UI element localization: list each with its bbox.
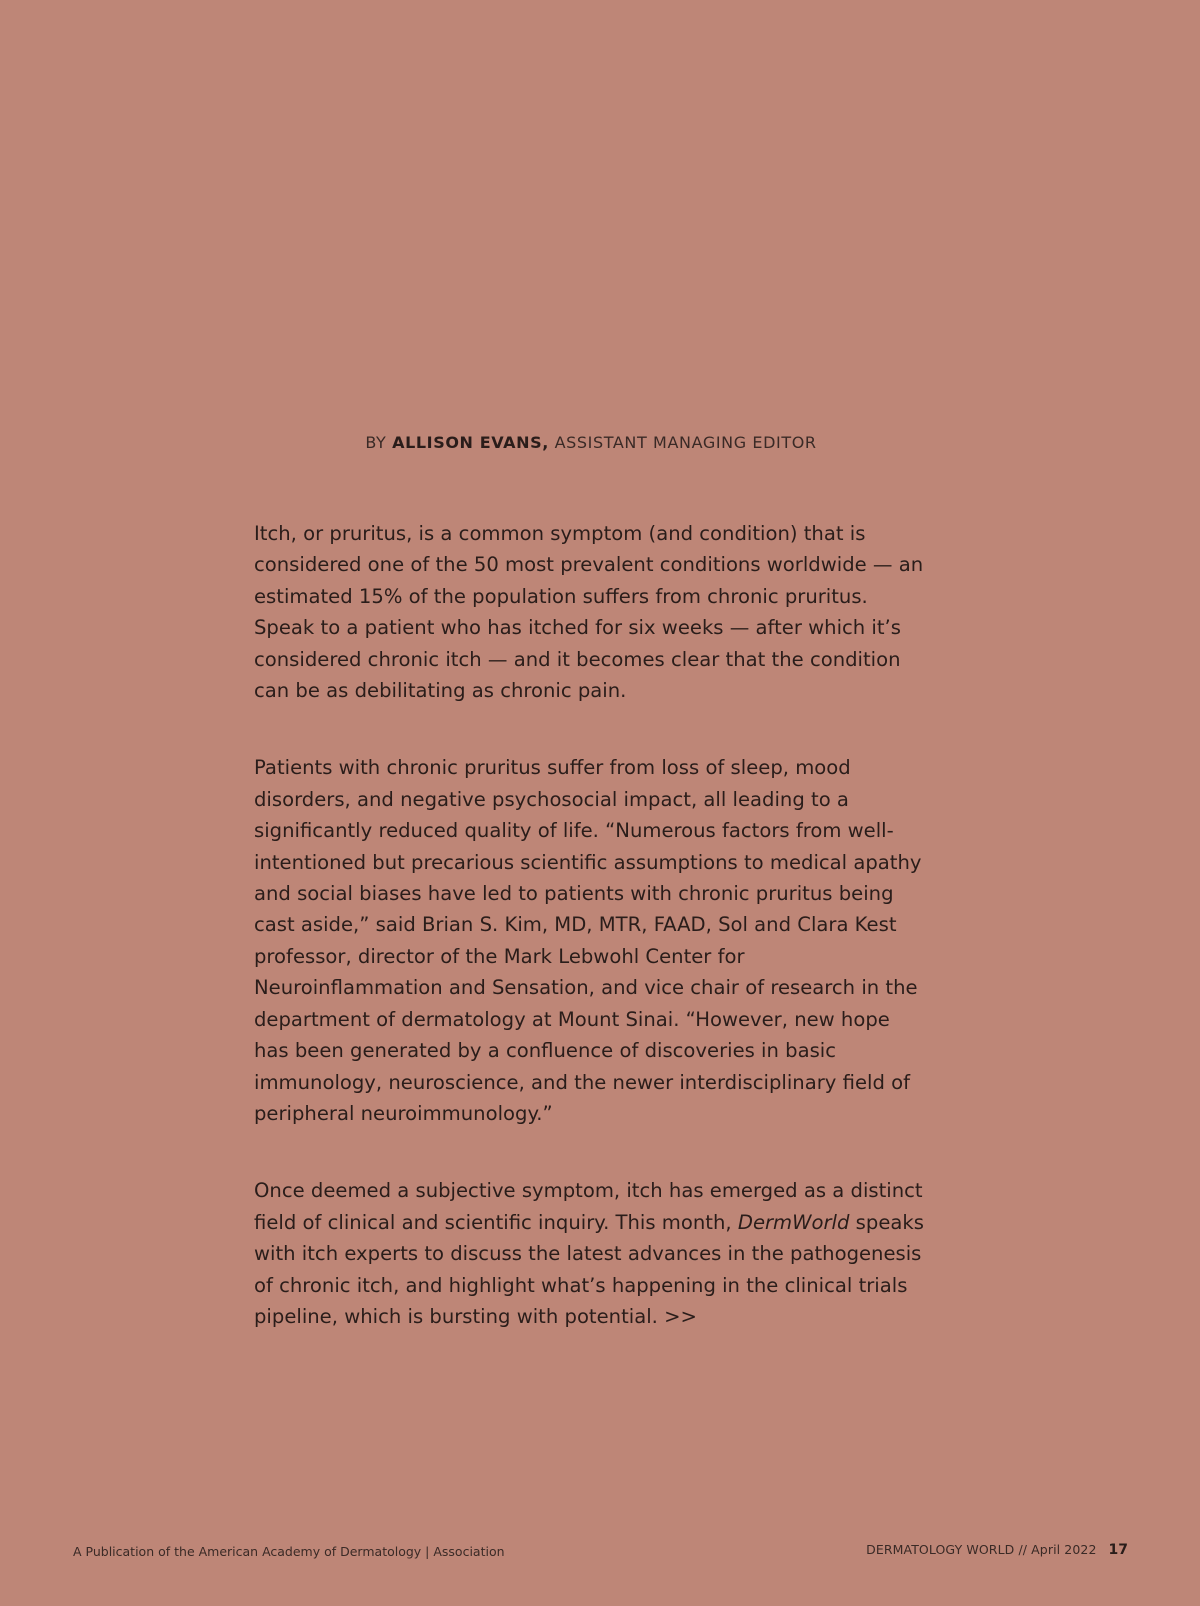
byline-prefix: BY — [365, 433, 393, 452]
byline-author: ALLISON EVANS, — [392, 433, 549, 452]
paragraph-3-lead: Once deemed a subjective symptom, itch has emerged as a distinct field of clinical and scientific inquiry. This month, — [254, 1179, 923, 1234]
footer-publisher: A Publication of the American Academy of Dermatology | Association — [73, 1544, 505, 1559]
article-body — [254, 518, 930, 1378]
article-paragraph-1: Itch, or pruritus, is a common symptom (and condition) that is considered one of the 50 most prevalent conditions worldwide — an estimated 15% of the population suffers from chronic pruritus. Speak to a patient who has itched for six weeks — after which it’s considered chronic itch — and it becomes clear that the condition can be as debilitating as chronic pain. — [254, 522, 924, 703]
article-paragraph-2: Patients with chronic pruritus suffer from loss of sleep, mood disorders, and negative psychosocial impact, all leading to a significantly reduced quality of life. “Numerous factors from well-intentioned but precarious scientific assumptions to medical apathy and social biases have led to patients with chronic pruritus being cast aside,” said Brian S. Kim, MD, MTR, FAAD, Sol and Clara Kest professor, director of the Mark Lebwohl Center for Neuroinflammation and Sensation, and vice chair of research in the department of dermatology at Mount Sinai. “However, new hope has been generated by a confluence of discoveries in basic immunology, neuroscience, and the newer interdisciplinary field of peripheral neuroimmunology.” — [254, 756, 922, 1125]
article-paragraph-3 — [254, 1175, 930, 1332]
byline — [0, 433, 1182, 452]
page-number: 17 — [1108, 1542, 1128, 1558]
paragraph-3-rest: speaks with itch experts to discuss the latest advances in the pathogenesis of chronic itch, and highlight what’s happening in the clinical trials pipeline, which is bursting with potential. >> — [254, 1210, 924, 1328]
publication-name-italic: DermWorld — [737, 1210, 850, 1234]
footer-publication-date: DERMATOLOGY WORLD // April 2022 — [866, 1542, 1097, 1557]
footer-issue — [866, 1542, 1128, 1558]
byline-role: ASSISTANT MANAGING EDITOR — [548, 433, 817, 452]
